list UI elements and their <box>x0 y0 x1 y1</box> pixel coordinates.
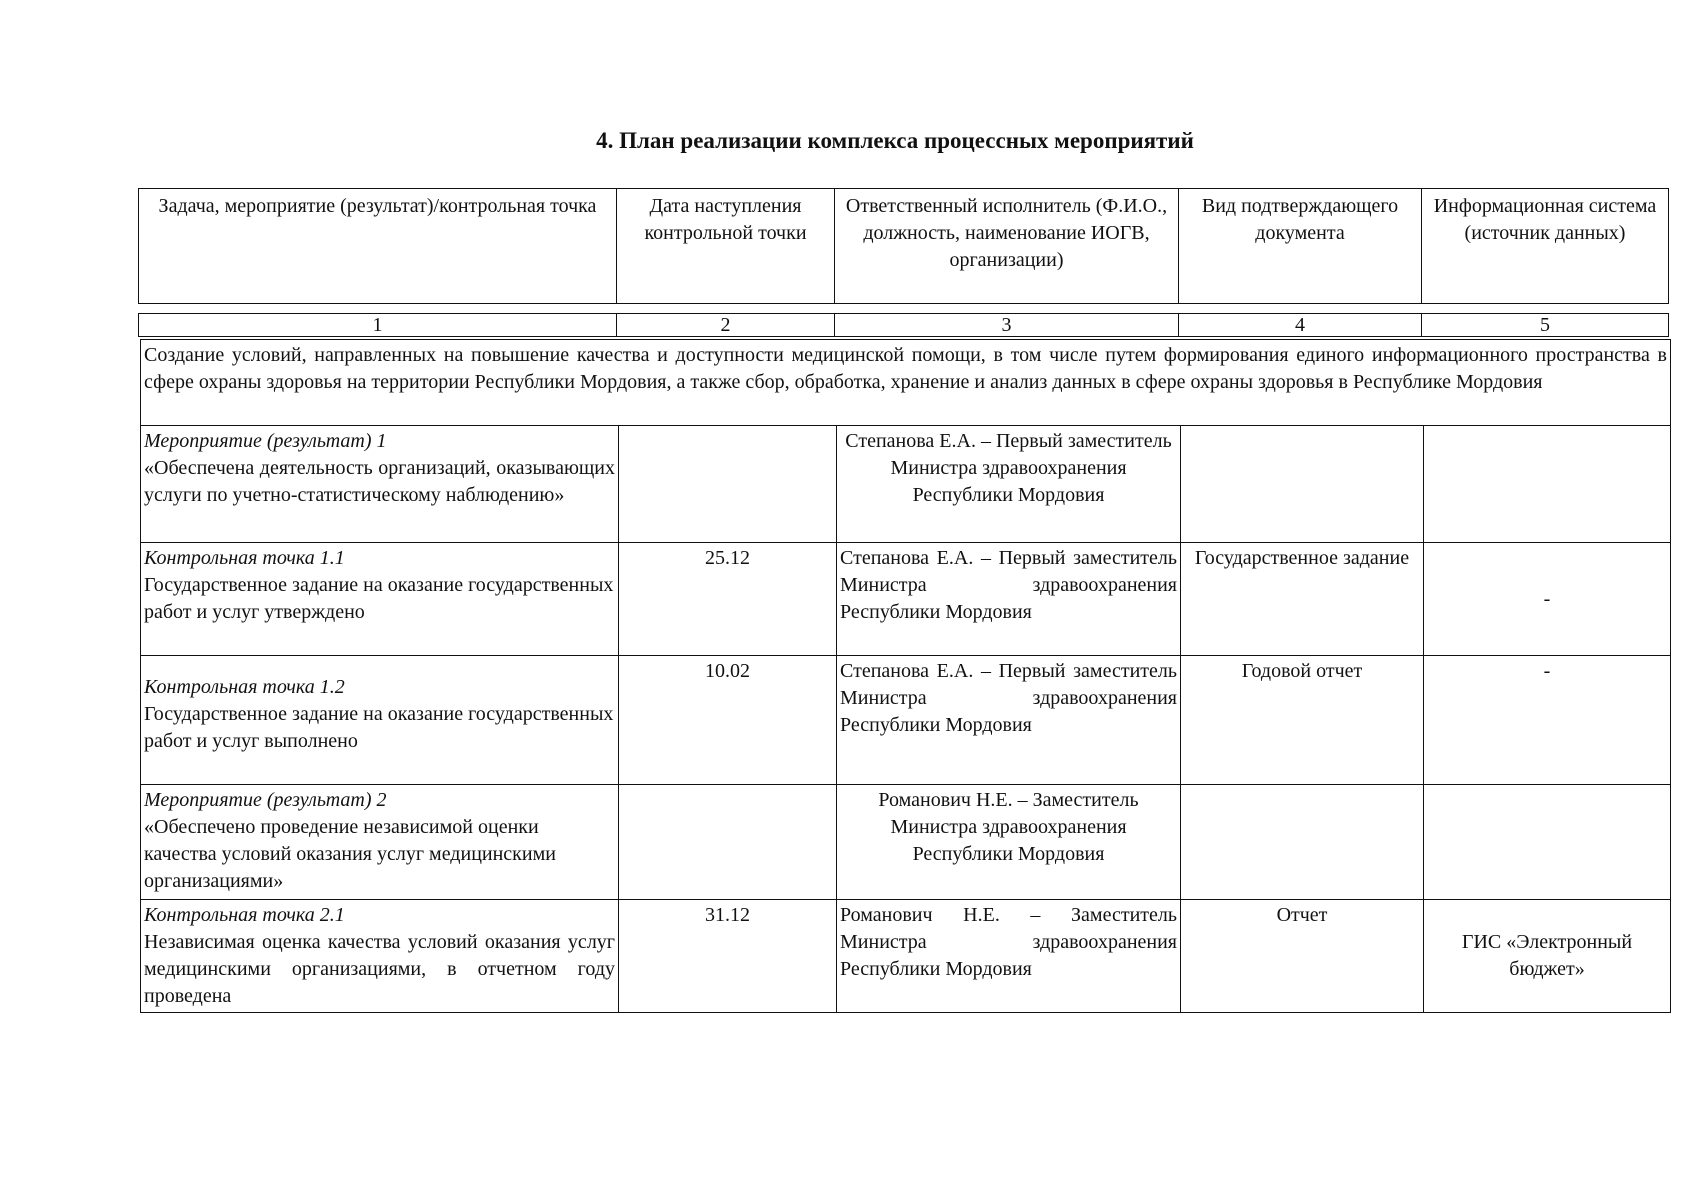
task-cell <box>141 656 619 785</box>
header-date: Дата наступления контрольной точки <box>617 189 835 304</box>
system-cell: ГИС «Электронный бюджет» <box>1424 900 1671 1013</box>
column-number-table <box>138 313 1669 337</box>
system-cell: - <box>1424 656 1671 785</box>
plan-table <box>140 339 1671 1013</box>
system-cell <box>1424 426 1671 543</box>
date-cell: 25.12 <box>619 543 837 656</box>
page-title: 4. План реализации комплекса процессных мероприятий <box>596 128 1194 153</box>
table-row <box>141 426 1671 543</box>
column-number: 1 <box>139 314 617 337</box>
header-table <box>138 188 1669 304</box>
table-row <box>141 900 1671 1013</box>
responsible-cell: Романович Н.Е. – Заместитель Министра здравоохранения Республики Мордовия <box>837 785 1181 900</box>
task-text: Государственное задание на оказание государственных работ и услуг утверждено <box>144 574 614 623</box>
column-number: 3 <box>835 314 1179 337</box>
task-cell <box>141 785 619 900</box>
responsible-cell: Степанова Е.А. – Первый заместитель Министра здравоохранения Республики Мордовия <box>837 543 1181 656</box>
task-label: Контрольная точка 1.1 <box>144 547 345 569</box>
system-cell: - <box>1424 543 1671 656</box>
task-label: Мероприятие (результат) 1 <box>144 430 387 452</box>
date-cell: 31.12 <box>619 900 837 1013</box>
goal-row <box>141 340 1671 426</box>
date-cell <box>619 426 837 543</box>
header-task: Задача, мероприятие (результат)/контрольная точка <box>139 189 617 304</box>
task-cell <box>141 426 619 543</box>
document-cell: Отчет <box>1181 900 1424 1013</box>
header-responsible: Ответственный исполнитель (Ф.И.О., должность, наименование ИОГВ, организации) <box>835 189 1179 304</box>
task-text: Государственное задание на оказание государственных работ и услуг выполнено <box>144 703 614 752</box>
task-label: Контрольная точка 2.1 <box>144 904 345 926</box>
date-cell <box>619 785 837 900</box>
task-cell <box>141 543 619 656</box>
column-number: 5 <box>1422 314 1669 337</box>
task-text: «Обеспечено проведение независимой оценки качества условий оказания услуг медицинскими организациями» <box>144 816 556 892</box>
column-number-row <box>139 314 1669 337</box>
column-number: 2 <box>617 314 835 337</box>
task-text: Независимая оценка качества условий оказания услуг медицинскими организациями, в отчетном году проведена <box>144 931 615 1007</box>
header-system: Информационная система (источник данных) <box>1422 189 1669 304</box>
document-cell: Государственное задание <box>1181 543 1424 656</box>
task-cell <box>141 900 619 1013</box>
document-cell <box>1181 785 1424 900</box>
system-cell <box>1424 785 1671 900</box>
table-row <box>141 785 1671 900</box>
date-cell: 10.02 <box>619 656 837 785</box>
task-text: «Обеспечена деятельность организаций, оказывающих услуги по учетно-статистическому наблюдению» <box>144 457 615 506</box>
task-label: Мероприятие (результат) 2 <box>144 789 387 811</box>
responsible-cell: Романович Н.Е. – Заместитель Министра здравоохранения Республики Мордовия <box>837 900 1181 1013</box>
header-document: Вид подтверждающего документа <box>1179 189 1422 304</box>
document-cell <box>1181 426 1424 543</box>
task-label: Контрольная точка 1.2 <box>144 676 345 698</box>
goal-text: Создание условий, направленных на повышение качества и доступности медицинской помощи, в том числе путем формирования единого информационного пространства в сфере охраны здоровья на территории Республики Мордовия, а также сбор, обработка, хранение и анализ данных в сфере охраны здоровья в Республике Мордовия <box>141 340 1671 426</box>
responsible-cell: Степанова Е.А. – Первый заместитель Министра здравоохранения Республики Мордовия <box>837 656 1181 785</box>
document-cell: Годовой отчет <box>1181 656 1424 785</box>
table-row <box>141 543 1671 656</box>
column-number: 4 <box>1179 314 1422 337</box>
responsible-cell: Степанова Е.А. – Первый заместитель Министра здравоохранения Республики Мордовия <box>837 426 1181 543</box>
header-row <box>139 189 1669 304</box>
table-row <box>141 656 1671 785</box>
